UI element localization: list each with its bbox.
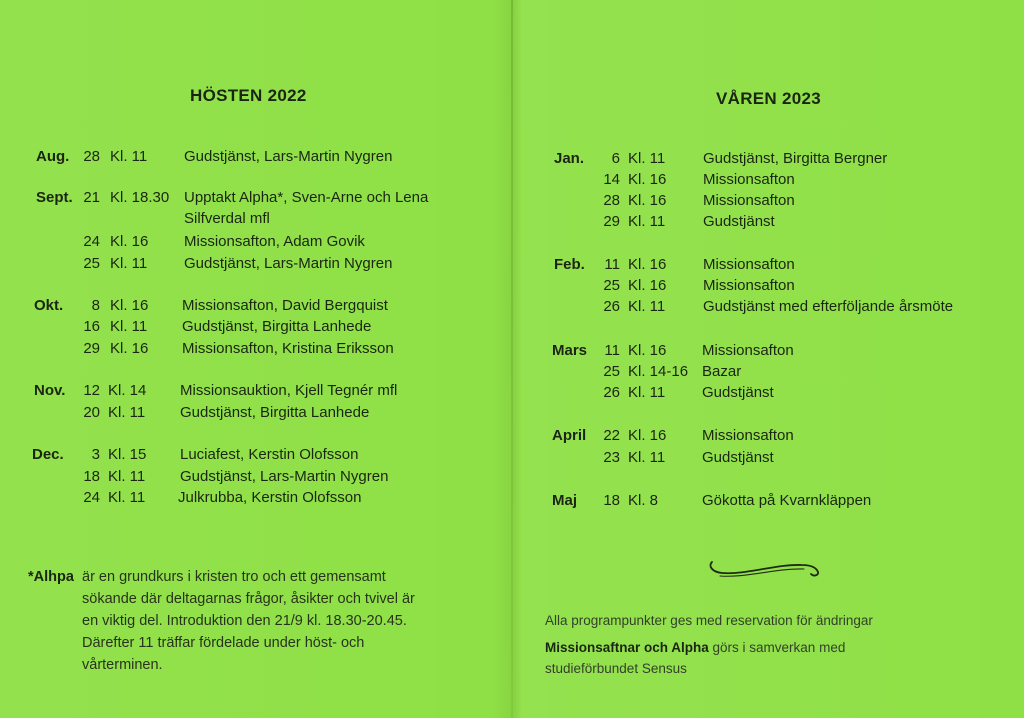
event-label: Gudstjänst xyxy=(702,384,774,401)
day-label: 25 xyxy=(83,255,100,272)
day-label: 25 xyxy=(603,277,620,294)
time-label: Kl. 18.30 xyxy=(110,189,170,206)
day-label: 18 xyxy=(83,468,100,485)
center-fold xyxy=(511,0,513,718)
day-label: 20 xyxy=(83,404,100,421)
time-label: Kl. 16 xyxy=(628,192,667,209)
autumn-title: HÖSTEN 2022 xyxy=(190,86,307,105)
event-label: Missionsauktion, Kjell Tegnér mfl xyxy=(180,382,398,399)
day-label: 25 xyxy=(603,363,620,380)
collaboration-note-bold: Missionsaftnar och Alpha xyxy=(545,640,709,655)
event-label: Missionsafton, David Bergquist xyxy=(182,297,388,314)
day-label: 28 xyxy=(83,148,100,165)
time-label: Kl. 16 xyxy=(628,342,667,359)
event-label: Julkrubba, Kerstin Olofsson xyxy=(178,489,362,506)
month-label: Dec. xyxy=(32,446,64,463)
event-label: Bazar xyxy=(702,363,742,380)
month-label: Mars xyxy=(552,342,588,359)
day-label: 16 xyxy=(83,318,100,335)
day-label: 11 xyxy=(604,256,620,273)
day-label: 26 xyxy=(603,298,620,315)
footnote-star-label: *Alhpa xyxy=(28,569,74,585)
day-label: 11 xyxy=(604,342,620,359)
day-label: 18 xyxy=(603,492,620,509)
day-label: 8 xyxy=(91,297,100,314)
event-label: Missionsafton, Kristina Eriksson xyxy=(182,340,394,357)
event-label: Missionsafton xyxy=(702,427,794,444)
month-label: Sept. xyxy=(36,189,73,206)
month-label: Okt. xyxy=(34,297,64,314)
time-label: Kl. 11 xyxy=(108,404,146,421)
reservation-note: Alla programpunkter ges med reservation för ändringar xyxy=(545,613,873,628)
time-label: Kl. 11 xyxy=(628,449,666,466)
month-label: Nov. xyxy=(34,382,66,399)
day-label: 3 xyxy=(91,446,100,463)
time-label: Kl. 11 xyxy=(628,213,666,230)
time-label: Kl. 16 xyxy=(628,171,667,188)
collaboration-note-rest: görs i samverkan med xyxy=(708,640,846,655)
footnote-line: är en grundkurs i kristen tro och ett gemensamt xyxy=(82,569,386,585)
event-label: Gökotta på Kvarnkläppen xyxy=(702,492,872,509)
event-label: Gudstjänst, Birgitta Lanhede xyxy=(180,404,370,421)
event-label: Gudstjänst, Lars-Martin Nygren xyxy=(180,468,389,485)
time-label: Kl. 11 xyxy=(110,255,148,272)
time-label: Kl. 16 xyxy=(628,427,667,444)
flourish-divider-icon xyxy=(706,556,822,582)
event-label: Missionsafton, Adam Govik xyxy=(184,233,365,250)
day-label: 6 xyxy=(611,150,620,167)
event-label: Gudstjänst, Birgitta Lanhede xyxy=(182,318,372,335)
event-label: Gudstjänst xyxy=(703,213,775,230)
month-label: Jan. xyxy=(554,150,585,167)
event-label: Missionsafton xyxy=(703,277,795,294)
time-label: Kl. 11 xyxy=(628,298,666,315)
time-label: Kl. 16 xyxy=(110,340,149,357)
event-label: Missionsafton xyxy=(703,192,795,209)
spring-title: VÅREN 2023 xyxy=(716,89,822,108)
month-label: Maj xyxy=(552,492,578,509)
time-label: Kl. 11 xyxy=(108,489,146,506)
time-label: Kl. 11 xyxy=(628,384,666,401)
month-label: Feb. xyxy=(554,256,585,273)
event-label: Missionsafton xyxy=(703,256,795,273)
time-label: Kl. 11 xyxy=(110,148,148,165)
event-label-continued: Silfverdal mfl xyxy=(184,210,270,227)
footnote-line: sökande där deltagarnas frågor, åsikter och tvivel är xyxy=(82,591,415,607)
time-label: Kl. 16 xyxy=(628,256,667,273)
day-label: 29 xyxy=(83,340,100,357)
footnote-line: en viktig del. Introduktion den 21/9 kl. 18.30-20.45. xyxy=(82,613,407,629)
time-label: Kl. 16 xyxy=(110,233,149,250)
time-label: Kl. 8 xyxy=(628,492,659,509)
footnote-line: vårterminen. xyxy=(82,657,163,673)
event-label: Missionsafton xyxy=(702,342,794,359)
event-label: Missionsafton xyxy=(703,171,795,188)
event-label: Gudstjänst, Birgitta Bergner xyxy=(703,150,888,167)
day-label: 12 xyxy=(83,382,100,399)
event-label: Gudstjänst xyxy=(702,449,774,466)
day-label: 26 xyxy=(603,384,620,401)
time-label: Kl. 11 xyxy=(108,468,146,485)
time-label: Kl. 14-16 xyxy=(628,363,689,380)
day-label: 22 xyxy=(603,427,620,444)
month-label: April xyxy=(552,427,587,444)
collaboration-note xyxy=(545,640,845,655)
event-label: Gudstjänst, Lars-Martin Nygren xyxy=(184,148,393,165)
time-label: Kl. 15 xyxy=(108,446,147,463)
time-label: Kl. 11 xyxy=(110,318,148,335)
day-label: 24 xyxy=(83,489,100,506)
event-label: Gudstjänst med efterföljande årsmöte xyxy=(703,298,954,315)
day-label: 23 xyxy=(603,449,620,466)
time-label: Kl. 11 xyxy=(628,150,666,167)
event-label: Luciafest, Kerstin Olofsson xyxy=(180,446,359,463)
event-label: Upptakt Alpha*, Sven-Arne och Lena xyxy=(184,189,429,206)
month-label: Aug. xyxy=(36,148,70,165)
day-label: 29 xyxy=(603,213,620,230)
time-label: Kl. 14 xyxy=(108,382,147,399)
time-label: Kl. 16 xyxy=(110,297,149,314)
event-label: Gudstjänst, Lars-Martin Nygren xyxy=(184,255,393,272)
footnote-line: Därefter 11 träffar fördelade under höst- och xyxy=(82,635,365,651)
day-label: 24 xyxy=(83,233,100,250)
day-label: 21 xyxy=(83,189,100,206)
time-label: Kl. 16 xyxy=(628,277,667,294)
day-label: 28 xyxy=(603,192,620,209)
sensus-note: studieförbundet Sensus xyxy=(545,661,687,676)
day-label: 14 xyxy=(603,171,620,188)
